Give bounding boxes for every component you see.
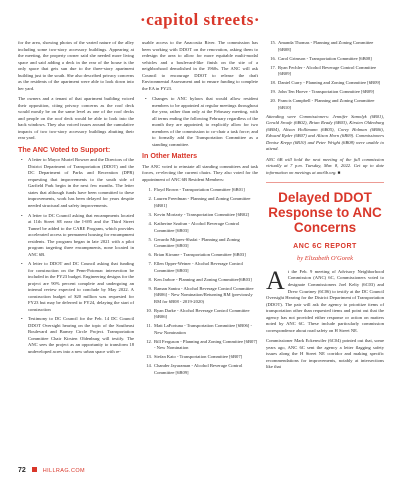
list-number: 16. <box>270 55 276 61</box>
member-text: Ryan Fechler - Alcohol Beverage Control Committee [6B09] <box>278 64 377 77</box>
list-item: • A letter to DC Council asking that encampments located at 11th Street SE near the I-695 and the Third Street Tunnel be added to the CARE Program, which provides accelerated access to permanent housing for encampment residents. The program began in late 2021 with a pilot program targeting three encampments, none located in ANC 6B. <box>28 213 134 259</box>
page-number: 72 <box>18 467 26 474</box>
list-number: 2. <box>148 196 152 202</box>
list-item <box>148 196 258 209</box>
list-number: 6. <box>148 252 152 258</box>
paragraph: Commissioner Mark Eckenwiler (6C04) pointed out that, some years ago, ANC 6C sent the agency a letter flagging safety issues along the H Street NE corridor and making specific recommendations for improvements, notably at intersections like that <box>266 338 384 370</box>
member-text: Floyd Brown - Transportation Committee [6B01] <box>154 187 245 193</box>
column-2 <box>142 40 258 379</box>
paragraph: The owners and a tenant of that apartment building voiced their opposition, citing privacy concerns as the roof deck would mostly be on the same level as one of the roof decks and people on the roof deck would be able to look into the back windows. They also voiced issues around the cumulative impacts of two two-story accessory buildings abutting their rear yard. <box>18 96 134 141</box>
list-number: 14. <box>146 363 152 369</box>
list-item <box>146 323 258 336</box>
member-text: Francis Campbell - Planning and Zoning Committee [6B10] <box>278 98 375 110</box>
paragraph-text: t the Feb. 9 meeting of Advisory Neighborhood Commission (ANC) 6C, Commissioners voted to designate Commissioners Joel Kelty (6C03) and Drew Courtney (6C06) to testify at the DC Council Oversight Hearing for the District Department of Transportation (DDOT). The pair will ask the agency to prioritize items of transportation other than requested items and point out that the agency has not provided either response or action on matters noted by ANC 6C. These include particularly commission correspondence about road safety on H Street NE. <box>266 268 385 333</box>
member-text: Gerardo Mijares-Shafai - Planning and Zoning Committee [6B03] <box>154 236 240 249</box>
list-item <box>148 187 258 194</box>
list-item <box>146 338 258 352</box>
report-kicker: ANC 6C REPORT <box>293 242 357 250</box>
list-number: 17. <box>270 64 276 70</box>
member-text: Lauren Freedman - Planning and Zoning Committee [6B01] <box>154 196 251 208</box>
list-item <box>270 55 384 63</box>
member-text: Raman Santra - Alcohol Beverage Control Committee [6B06] - New Nomination/Returning RM (previously RM for 6B08 - 2019-2020) <box>154 285 254 304</box>
member-text: Brian Kirrane - Transportation Committee [6B03] <box>154 252 246 258</box>
list-number: 9. <box>148 285 152 291</box>
list-item <box>270 40 384 53</box>
list-item <box>148 252 258 259</box>
list-number: 11. <box>146 323 152 329</box>
bullet-list <box>142 96 258 148</box>
list-number: 4. <box>148 221 152 226</box>
subhead-other-matters: In Other Matters <box>142 151 198 161</box>
list-number: 10. <box>146 307 152 313</box>
list-item: • Changes to ANC bylaws that would allow resident members to be appointed at regular meetings throughout the year, rather than only at the February meeting, with all terms ending the following February regardless of the month they are appointed; to explicitly allow for two members of the commission to co-chair a task force; and to formally add the Transportation Committee as a standing committee. <box>152 96 258 148</box>
byline: by Elizabeth O'Gorek <box>296 254 354 262</box>
list-number: 18. <box>270 80 276 86</box>
member-text: Carol Grimson - Transportation Committee [6B08] <box>278 55 372 61</box>
member-list <box>142 187 258 376</box>
list-item: • Testimony to DC Council for the Feb. 14 DC Council DDOT Oversight hearing on the topic of the Southeast Boulevard and Barney Circle Project. Transportation Committee Chair Kirsten Oldenburg will testify. The ANC sees the project as an opportunity to transform 18 undeveloped acres into a new urban space with re- <box>28 316 134 355</box>
list-item <box>148 236 258 250</box>
member-text: Chander Jayaraman - Alcohol Beverage Control Committee [6B09] <box>154 363 243 375</box>
list-number: 3. <box>148 211 152 217</box>
member-text: Matt LaFortuna - Transportation Committee [6B06] - New Nomination <box>154 323 252 335</box>
site-link[interactable]: HILLRAG.COM <box>42 468 85 474</box>
member-text: Amanda Thomas - Planning and Zoning Committee [6B08] <box>278 40 374 52</box>
member-text: Bill Ferguson - Planning and Zoning Committee [6B07] - New Nomination <box>154 338 258 351</box>
list-item <box>146 354 258 361</box>
article-title: Delayed DDOT Response to ANC Concerns <box>268 190 382 235</box>
member-text: Ken Jarboe - Planning and Zoning Committee[6B03] <box>154 276 252 282</box>
member-text: Ryan Darke - Alcohol Beverage Control Committee [6B06] <box>154 307 250 320</box>
list-item: • A letter to DDOT and DC Council asking that funding for construction on the Penn-Potomac intersection be included in the FY23 budget. Engineering designs for the project are 90% percent complete and undergoing an internal review expected to conclude by May 2022. A construction budget of $20 million was requested for FY23 but may be deferred to FY24, delaying the start of construction <box>28 261 134 313</box>
list-number: 12. <box>146 338 152 344</box>
member-text: Stefan Kato - Transportation Committee [6B07] <box>154 354 243 360</box>
list-item <box>148 211 258 219</box>
list-number: 19. <box>270 89 276 95</box>
member-text: Katherine Szafran - Alcohol Beverage Control Committee [6B03] <box>154 221 240 233</box>
list-number: 13. <box>146 354 152 360</box>
member-list <box>266 40 384 111</box>
list-number: 20. <box>270 98 276 104</box>
list-item <box>270 80 384 87</box>
paragraph <box>266 265 385 334</box>
member-text: Daniel Curry - Planning and Zoning Committee [6B09] <box>278 80 381 86</box>
list-number: 1. <box>148 187 152 193</box>
list-item <box>270 64 384 78</box>
column-3 <box>266 40 384 375</box>
column-1 <box>18 40 134 358</box>
attendance-note: Attending were Commissioners: Jennifer Samolyk (6B01), Gerald Sroufe (6B02), Brian Ready (6B03), Kirsten Oldenburg (6B04), Alison Hollimann (6B05), Corey Holman (6B06), Edward Ryder (6B07) and Alison Horn (6B09). Commissioners Denise Krepp (6B10) and Peter Wright (6B08) were unable to attend. <box>266 113 384 152</box>
paragraph: usable access to the Anacostia River. The commission has been working with DDOT on the renovation, asking them to redesign the area to allow for more equitable multi-modal vehicles and a boulevard-like finish on the site of a neighborhood demolished in the 1960s. The ANC will ask Council to encourage DDOT to release the draft Environmental Assessment and to ensure funding to complete the EA in FY23. <box>142 40 258 91</box>
member-text: John Ten Hoeve - Transportation Committee [6B09] <box>278 89 375 95</box>
list-item: • A letter to Mayor Muriel Bowser and the Directors of the District Department of Transportation (DDOT) and the DC Department of Parks and Recreation (DPR) requesting that improvements to the south side of Garfield Park begin in the next few months. The letter states that although funds have been committed to these improvements, work has been delayed for years despite needed structural and safety improvements. <box>28 157 134 209</box>
list-item <box>148 276 258 284</box>
list-item <box>270 89 384 96</box>
list-item <box>148 261 258 274</box>
paragraph: The ANC voted to reinstate all standing committees and task forces, re-electing the current chairs. They also voted for the appointment of ANC 6B Resident Members: <box>142 163 258 182</box>
list-item <box>270 98 384 111</box>
list-number: 15. <box>270 40 276 45</box>
meeting-note: ANC 6B will hold the next meeting of the full commission virtually at 7 p.m. Tuesday, Mar. 8, 2022. Get up to date information on meetings at anc6b.org. ■ <box>266 156 384 175</box>
page-footer <box>18 467 85 474</box>
subhead-anc-voted: The ANC Voted to Support: <box>18 144 111 154</box>
list-number: 7. <box>148 261 152 267</box>
square-icon <box>32 467 37 472</box>
member-text: Kevin Moriarty - Transportation Committee [6B02] <box>154 211 250 217</box>
list-number: 8. <box>148 276 152 282</box>
divider <box>266 182 384 183</box>
list-item <box>148 221 258 234</box>
list-number: 5. <box>148 236 152 242</box>
bullet-list <box>18 157 134 355</box>
drop-cap: A <box>266 265 285 295</box>
list-item <box>148 285 258 306</box>
list-item <box>146 363 258 376</box>
section-header: ·capitol streets· <box>139 10 261 29</box>
member-text: Ellen Opper-Weiner - Alcohol Beverage Control Committee [6B03] <box>154 261 243 273</box>
paragraph: for the area, showing photos of the varied nature of the alley including some two-story accessory buildings. Appearing at the meeting, the property owner said she needed more living space and said adding a deck in the rear of the house is the only space that gets sun due to the three-story apartment building just to the south. She also described privacy concerns as the residents of the apartment were able to look down into her yard. <box>18 40 134 91</box>
list-item <box>146 307 258 321</box>
